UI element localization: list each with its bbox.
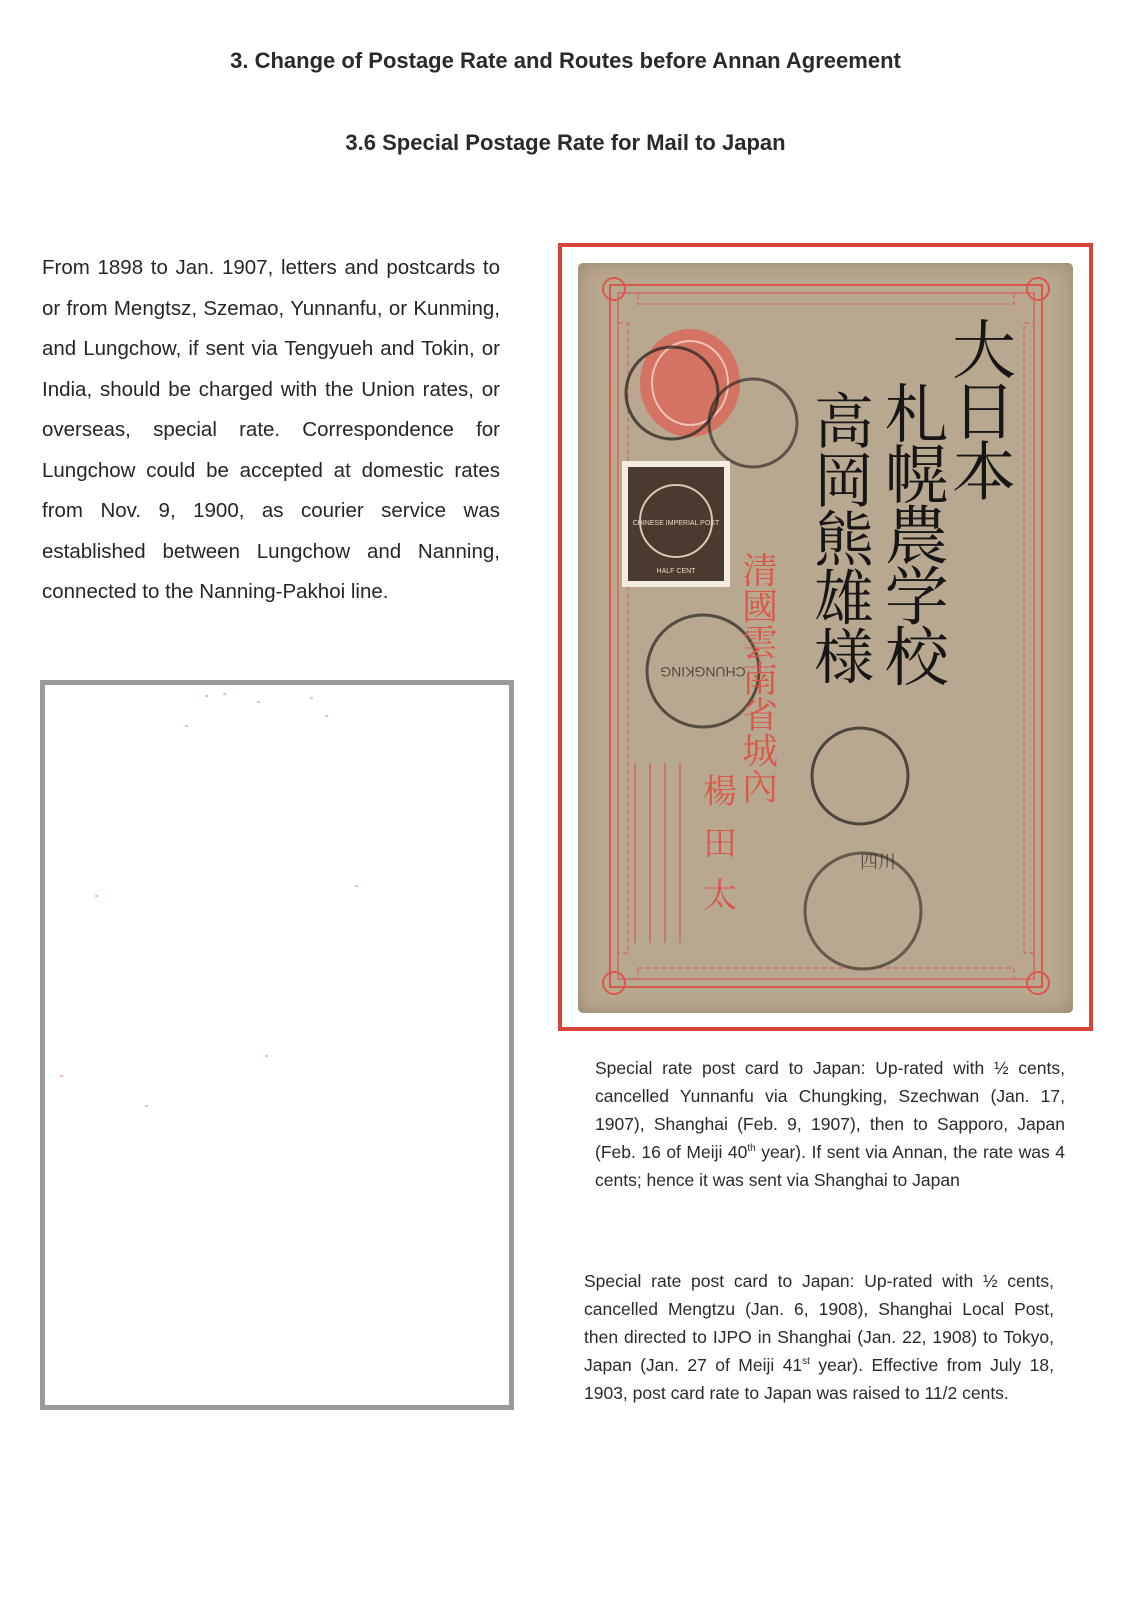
handwritten-recipient-name: 高岡熊雄様: [814, 388, 874, 694]
postcard-frame: [558, 243, 1093, 1031]
bottom-fret-band: [638, 968, 1014, 979]
top-fret-band: [638, 293, 1014, 304]
stamp-inscription: CHINESE IMPERIAL POST: [632, 520, 720, 527]
left-fret-band: [618, 323, 628, 953]
corner-motif-icon: [603, 278, 625, 300]
handwritten-recipient-school: 大日本札幌農学校: [884, 315, 1016, 697]
postcard: [578, 263, 1073, 1013]
stamp-value: HALF CENT: [656, 568, 696, 575]
postmark-town: CHUNGKING: [660, 664, 746, 680]
printed-addressee: 楊田太: [703, 772, 737, 916]
section-heading: 3. Change of Postage Rate and Routes before Annan Agreement: [230, 48, 901, 73]
printed-address: 清國雲南省城內: [742, 551, 779, 809]
caption-postcard-tokyo: Special rate post card to Japan: Up-rated with ½ cents, cancelled Mengtzu (Jan. 6, 1908), Shanghai Local Post, then directed to IJPO in Shanghai (Jan. 22, 1908) to Tokyo, Japan (Jan. 27 of Meiji 41st year). Effective from July 18, 1903, post card rate to Japan was raised to 11/2 cents.: [584, 1271, 1054, 1403]
intro-paragraph: From 1898 to Jan. 1907, letters and postcards to or from Mengtsz, Szemao, Yunnanfu, or Kunming, and Lungchow, if sent via Tengyueh and Tokin, or India, should be charged with the Union rates, or overseas, special rate. Correspondence for Lungchow could be accepted at domestic rates from Nov. 9, 1900, as courier service was established between Lungchow and Nanning, connected to the Nanning-Pakhoi line.: [42, 256, 500, 603]
corner-motif-icon: [603, 972, 625, 994]
postcard-artwork: [578, 263, 1073, 1013]
empty-cover-frame: [40, 680, 514, 1410]
corner-motif-icon: [1027, 972, 1049, 994]
corner-motif-icon: [1027, 278, 1049, 300]
imprinted-dragon-indicium: [640, 329, 740, 437]
caption-postcard-sapporo: Special rate post card to Japan: Up-rated with ½ cents, cancelled Yunnanfu via Chungking, Szechwan (Jan. 17, 1907), Shanghai (Feb. 9, 1907), then to Sapporo, Japan (Feb. 16 of Meiji 40th year). If sent via Annan, the rate was 4 cents; hence it was sent via Shanghai to Japan: [595, 1058, 1066, 1190]
instruction-text-columns: [635, 763, 680, 943]
postmark-province: 四川: [860, 852, 896, 873]
subsection-heading: 3.6 Special Postage Rate for Mail to Japan: [345, 130, 786, 155]
sapporo-arrival-postmark: [812, 728, 908, 824]
right-fret-band: [1024, 323, 1034, 953]
